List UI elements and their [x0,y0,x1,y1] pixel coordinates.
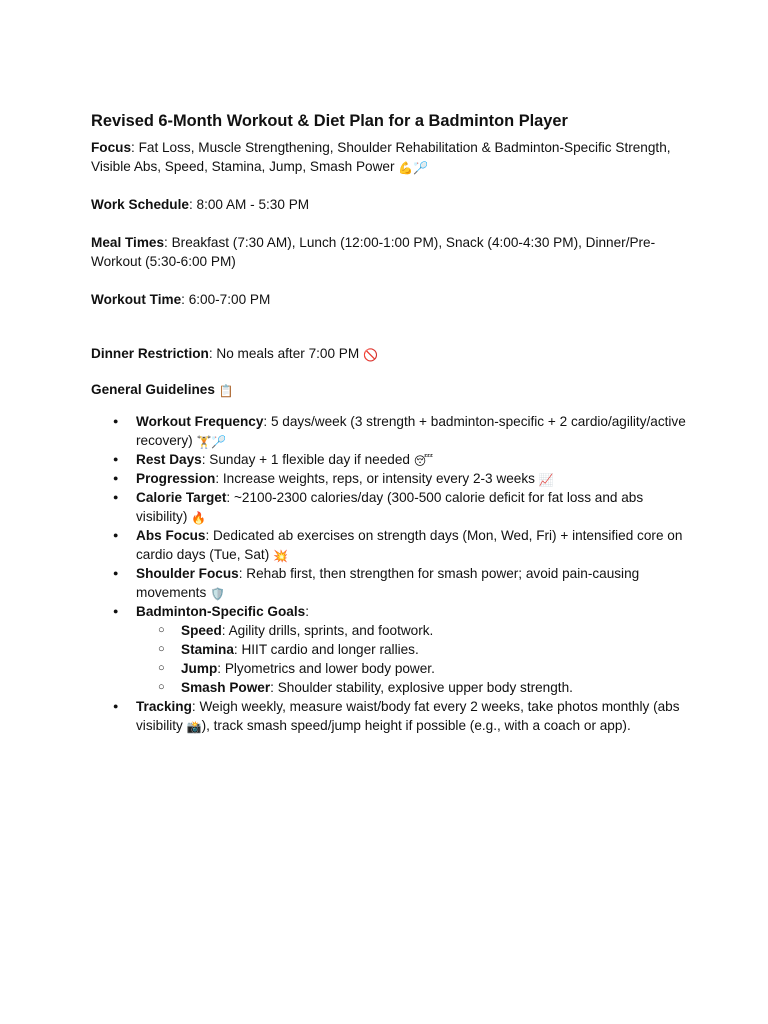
list-item [91,602,691,697]
general-guidelines-label: General Guidelines [91,382,215,397]
goal-text: : HIIT cardio and longer rallies. [233,642,419,657]
list-item [136,640,691,659]
list-item [136,659,691,678]
workout-time-text: : 6:00-7:00 PM [181,292,271,307]
prohibited-icon: 🚫 [362,348,378,362]
guideline-label: Calorie Target [136,490,227,505]
guideline-text: : Rehab first, then strengthen for smash power; avoid pain-causing movements [136,566,640,600]
camera-icon: 📸 [186,720,202,734]
shield-icon: 🛡️ [210,587,225,601]
list-item [136,621,691,640]
weightlifter-badminton-icon: 🏋️🏸 [196,435,227,449]
tracking-label: Tracking [136,699,192,714]
meal-times-paragraph [91,233,691,271]
workout-time-paragraph [91,290,691,309]
work-schedule-paragraph [91,195,691,214]
general-guidelines-heading [91,380,691,399]
goal-text: : Agility drills, sprints, and footwork. [221,623,434,638]
work-schedule-text: : 8:00 AM - 5:30 PM [188,197,310,212]
guideline-label: Progression [136,471,216,486]
badminton-goals-list [136,621,691,697]
guideline-text: : Increase weights, reps, or intensity every 2-3 weeks [215,471,539,486]
guideline-label: Workout Frequency [136,414,264,429]
list-item [91,469,691,488]
workout-time-label: Workout Time [91,292,182,307]
focus-label: Focus [91,140,132,155]
guideline-text: : Dedicated ab exercises on strength days (Mon, Wed, Fri) + intensified core on cardio days (Tue, Sat) [136,528,683,562]
document-title: Revised 6-Month Workout & Diet Plan for a Badminton Player [91,112,568,130]
badminton-goals-colon: : [305,604,309,619]
fire-icon: 🔥 [191,511,207,525]
focus-text: : Fat Loss, Muscle Strengthening, Shoulder Rehabilitation & Badminton-Specific Strength, Visible Abs, Speed, Stamina, Jump, Smash Power [91,140,671,174]
chart-increasing-icon: 📈 [538,473,554,487]
list-item [91,450,691,469]
goal-label: Speed [181,623,222,638]
work-schedule-label: Work Schedule [91,197,189,212]
guideline-label: Shoulder Focus [136,566,239,581]
tracking-text-before: : Weigh weekly, measure waist/body fat every 2 weeks, take photos monthly (abs visibility [136,699,680,733]
goal-text: : Plyometrics and lower body power. [217,661,435,676]
goal-text: : Shoulder stability, explosive upper body strength. [270,680,573,695]
flexed-biceps-badminton-icon: 💪🏸 [398,161,429,175]
tracking-text-after: ), track smash speed/jump height if possible (e.g., with a coach or app). [201,718,631,733]
meal-times-text: : Breakfast (7:30 AM), Lunch (12:00-1:00 PM), Snack (4:00-4:30 PM), Dinner/Pre-Workout (5:30-6:00 PM) [91,235,656,269]
dinner-restriction-text: : No meals after 7:00 PM [208,346,363,361]
guideline-text: : 5 days/week (3 strength + badminton-specific + 2 cardio/agility/active recovery) [136,414,686,448]
meal-times-label: Meal Times [91,235,165,250]
goal-label: Stamina [181,642,234,657]
clipboard-icon: 📋 [218,384,234,398]
dinner-restriction-label: Dinner Restriction [91,346,209,361]
collision-icon: 💥 [273,549,288,563]
focus-paragraph [91,138,691,176]
list-item [91,697,691,735]
dinner-restriction-paragraph [91,344,691,363]
guideline-label: Abs Focus [136,528,206,543]
guideline-text: : Sunday + 1 flexible day if needed [201,452,414,467]
badminton-goals-label: Badminton-Specific Goals [136,604,306,619]
list-item [91,412,691,450]
list-item [91,526,691,564]
guideline-label: Rest Days [136,452,202,467]
list-item [136,678,691,697]
guideline-text: : ~2100-2300 calories/day (300-500 calorie deficit for fat loss and abs visibility) [136,490,644,524]
list-item [91,564,691,602]
goal-label: Jump [181,661,218,676]
guidelines-list [91,412,691,735]
list-item [91,488,691,526]
document [91,110,691,735]
goal-label: Smash Power [181,680,271,695]
sleeping-face-icon: 😴 [413,454,433,468]
